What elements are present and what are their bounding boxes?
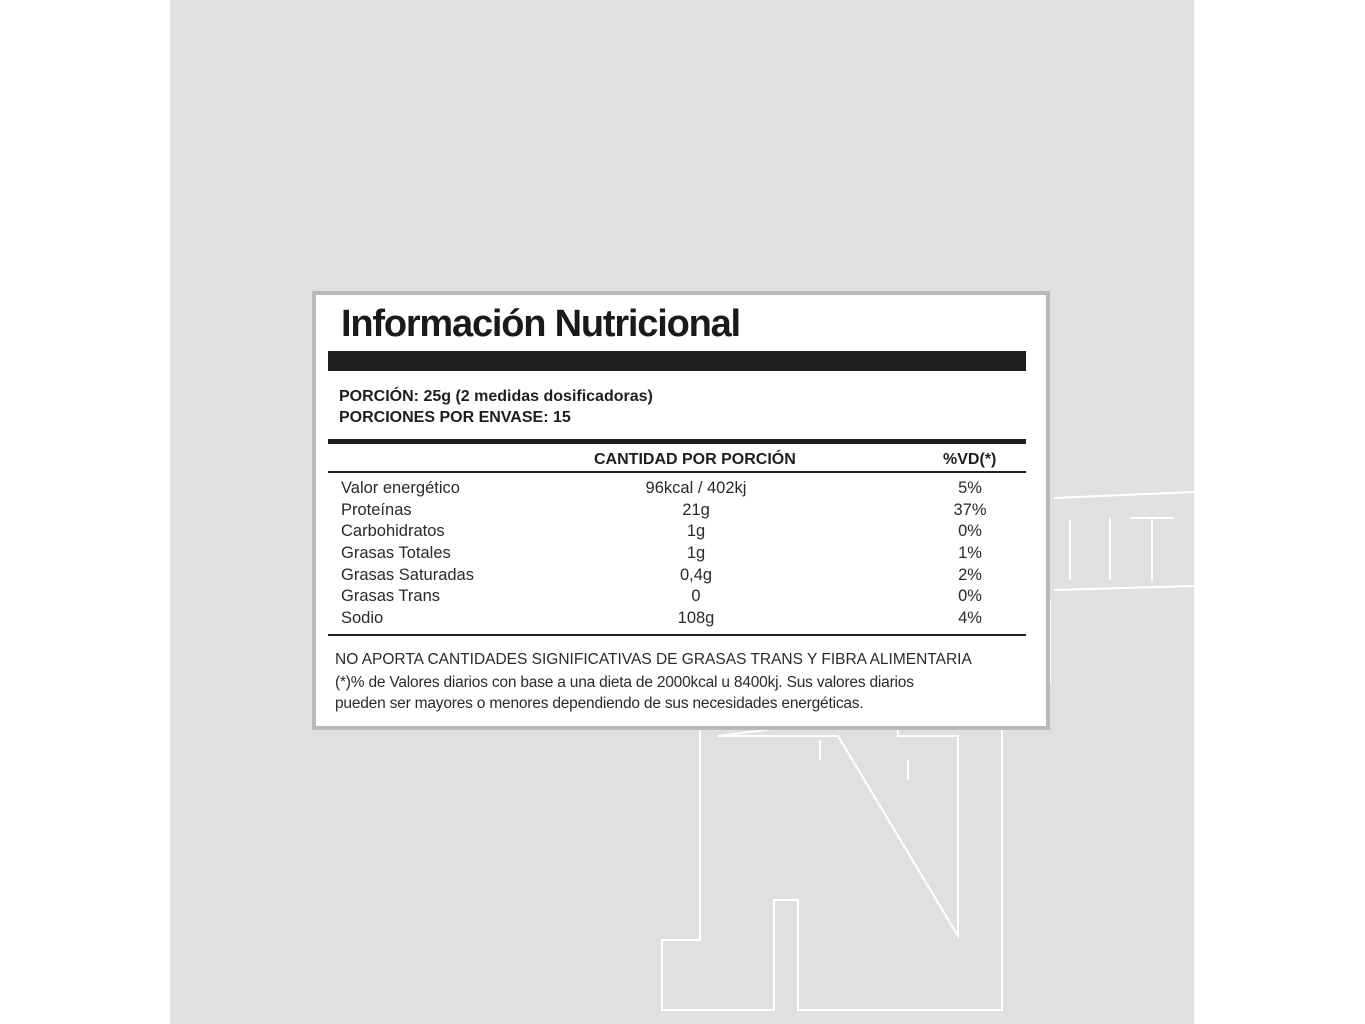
table-header-divider — [328, 471, 1026, 473]
table-row — [341, 522, 1011, 544]
column-header-daily-value: %VD(*) — [943, 451, 997, 468]
nutrient-amount: 1g — [686, 522, 706, 541]
daily-value-footnote-line-2: pueden ser mayores o menores dependiendo de sus necesidades energéticas. — [335, 695, 864, 712]
nutrient-name: Carbohidratos — [341, 522, 445, 541]
nutrient-table — [341, 479, 1011, 631]
table-row — [341, 566, 1011, 588]
nutrient-name: Valor energético — [341, 479, 460, 497]
product-image-background — [170, 0, 1194, 1024]
daily-value-footnote-line-1: (*)% de Valores diarios con base a una dieta de 2000kcal u 8400kj. Sus valores diarios — [335, 674, 914, 691]
table-row — [341, 587, 1011, 609]
nutrient-amount: 0 — [691, 587, 701, 606]
title-divider-bar — [328, 351, 1026, 371]
nutrient-daily-value: 2% — [958, 565, 982, 584]
nutrition-facts-panel — [312, 291, 1050, 730]
servings-per-container: PORCIONES POR ENVASE: 15 — [339, 409, 571, 426]
nutrient-amount: 1g — [686, 544, 706, 563]
nutrient-name: Proteínas — [341, 500, 412, 519]
nutrient-daily-value: 0% — [958, 522, 982, 541]
nutrient-daily-value: 0% — [958, 587, 982, 606]
nutrient-name: Grasas Totales — [341, 544, 451, 563]
nutrient-amount: 21g — [682, 500, 710, 519]
trans-fat-fiber-note: NO APORTA CANTIDADES SIGNIFICATIVAS DE GRASAS TRANS Y FIBRA ALIMENTARIA — [335, 651, 972, 668]
nutrient-amount: 108g — [677, 609, 715, 628]
header-divider — [328, 439, 1026, 444]
table-row — [341, 544, 1011, 566]
column-header-amount: CANTIDAD POR PORCIÓN — [594, 451, 796, 468]
table-row — [341, 501, 1011, 523]
nutrient-daily-value: 37% — [953, 500, 987, 519]
nutrient-name: Grasas Saturadas — [341, 565, 474, 584]
nutrient-daily-value: 5% — [958, 479, 982, 497]
nutrient-name: Sodio — [341, 609, 384, 628]
table-row — [341, 609, 1011, 631]
nutrient-amount: 0,4g — [679, 565, 713, 584]
serving-size: PORCIÓN: 25g (2 medidas dosificadoras) — [339, 388, 653, 405]
table-footer-divider — [328, 634, 1026, 636]
nutrient-daily-value: 4% — [958, 609, 982, 628]
nutrition-title: Información Nutricional — [341, 303, 740, 345]
nutrient-name: Grasas Trans — [341, 587, 441, 606]
table-row — [341, 479, 1011, 501]
nutrient-amount: 96kcal / 402kj — [645, 479, 747, 497]
nutrient-daily-value: 1% — [958, 544, 982, 563]
